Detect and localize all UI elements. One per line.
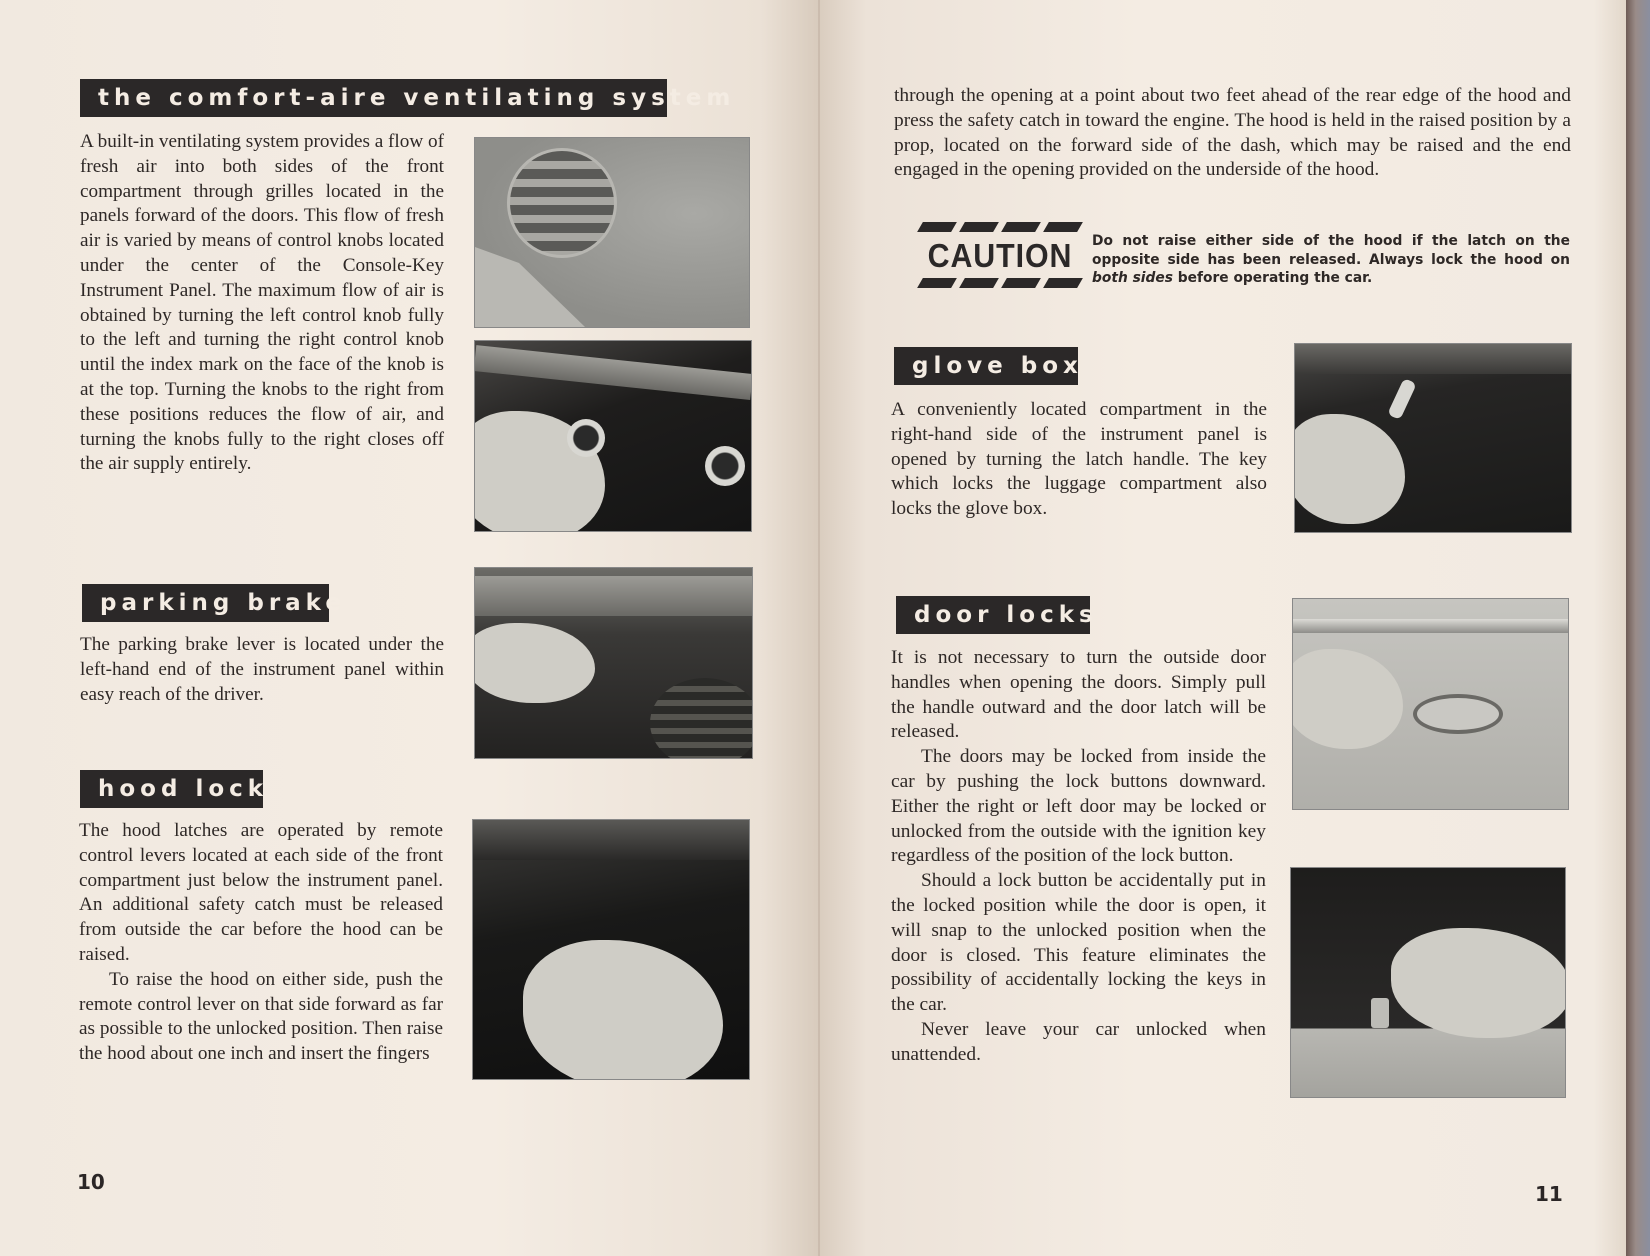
caution-text-part: before operating the car.	[1172, 270, 1373, 287]
left-control-knob-icon	[567, 419, 605, 457]
air-control-knobs-photo	[474, 340, 752, 532]
vent-grille-icon	[650, 678, 753, 759]
ventilating-grille-photo	[474, 137, 750, 328]
paragraph: A conveniently located compartment in the right-hand side of the instrument panel is opened by turning the latch handle. The key which locks the luggage compartment also locks the glove box.	[891, 399, 1267, 520]
panel-edge	[1295, 344, 1572, 374]
heading-ventilating-system: the comfort-aire ventilating system	[80, 79, 667, 117]
heading-door-locks: door locks	[896, 596, 1090, 634]
floor-carpet	[475, 247, 585, 327]
heading-glove-box: glove box	[894, 347, 1078, 385]
heading-hood-lock: hood lock	[80, 770, 263, 808]
caution-text-part: Do not raise either side of the hood if the latch on the opposite side has been released. Always lock the hood on	[1092, 233, 1570, 268]
book-edge	[1626, 0, 1650, 1256]
instrument-panel-underside	[473, 820, 750, 860]
paragraph: The parking brake lever is located under the left-hand end of the instrument panel within easy reach of the driver.	[80, 634, 444, 705]
paragraph: Should a lock button be accidentally put in the locked position while the door is open, it will snap to the unlocked position when the door is closed. This feature eliminates the possibility of accidentally locking the keys in the car.	[891, 870, 1266, 1016]
page-number-right: 11	[1535, 1182, 1563, 1206]
vent-grille-icon	[507, 148, 617, 258]
caution-label: CAUTION	[927, 237, 1073, 274]
door-locks-text	[891, 646, 1266, 1068]
lock-button-icon	[1371, 998, 1389, 1028]
parking-brake-lever-photo	[474, 567, 753, 759]
inside-lock-button-photo	[1290, 867, 1566, 1098]
paragraph: It is not necessary to turn the outside door handles when opening the doors. Simply pull the handle outward and the door latch will be released.	[891, 647, 1266, 743]
door-trim	[1293, 619, 1569, 633]
glove-box-latch-photo	[1294, 343, 1572, 533]
caution-text	[1092, 232, 1570, 288]
paragraph: To raise the hood on either side, push the remote control lever on that side forward as far as possible to the unlocked position. Then raise the hood about one inch and insert the fingers	[79, 968, 443, 1065]
caution-notice	[920, 220, 1570, 295]
hood-latch-lever-photo	[472, 819, 750, 1080]
outside-door-handle-photo	[1292, 598, 1569, 810]
book-gutter	[818, 0, 820, 1256]
paragraph: The hood latches are operated by remote control levers located at each side of the front compartment just below the instrument panel. An additional safety catch must be released from outside the car before the hood can be raised.	[79, 820, 443, 965]
caution-stripes-top	[920, 222, 1080, 232]
paragraph: through the opening at a point about two feet ahead of the rear edge of the hood and press the safety catch in toward the engine. The hood is held in the raised position by a prop, located on the forward side of the dash, which may be raised and the end engaged in the opening provided on the underside of the hood.	[894, 85, 1571, 181]
parking-brake-text	[80, 633, 444, 707]
hood-lock-continuation-text	[894, 84, 1571, 183]
latch-handle-icon	[1387, 378, 1417, 420]
page-number-left: 10	[77, 1170, 105, 1194]
gloved-hand	[1292, 649, 1403, 749]
hood-lock-text	[79, 819, 443, 1067]
gloved-hand	[1391, 928, 1566, 1038]
caution-stripes-bottom	[920, 278, 1080, 288]
right-control-knob-icon	[705, 446, 745, 486]
gloved-hand	[1294, 414, 1405, 524]
door-handle-icon	[1413, 694, 1503, 734]
gloved-hand	[523, 940, 723, 1080]
paragraph: Never leave your car unlocked when unattended.	[891, 1018, 1266, 1065]
heading-parking-brake: parking brake	[82, 584, 329, 622]
ventilating-system-text	[80, 130, 444, 477]
panel-trim	[474, 345, 752, 400]
caution-emphasis: both sides	[1092, 270, 1173, 287]
paragraph: A built-in ventilating system provides a flow of fresh air into both sides of the front compartment through grilles located in the panels forward of the doors. This flow of fresh air is varied by means of control knobs located under the center of the Console-Key Instrument Panel. The maximum flow of air is obtained by turning the left control knob fully to the left and turning the right control knob until the index mark on the face of the knob is at the top. Turning the knobs to the right from these positions reduces the flow of air, and turning the knobs fully to the right closes off the air supply entirely.	[80, 131, 444, 475]
glove-box-text	[891, 398, 1267, 522]
gloved-hand	[474, 623, 595, 703]
instrument-panel-edge	[475, 576, 753, 616]
paragraph: The doors may be locked from inside the car by pushing the lock buttons downward. Either the right or left door may be locked or unlocked from the outside with the ignition key regardless of the position of the lock button.	[891, 746, 1266, 867]
